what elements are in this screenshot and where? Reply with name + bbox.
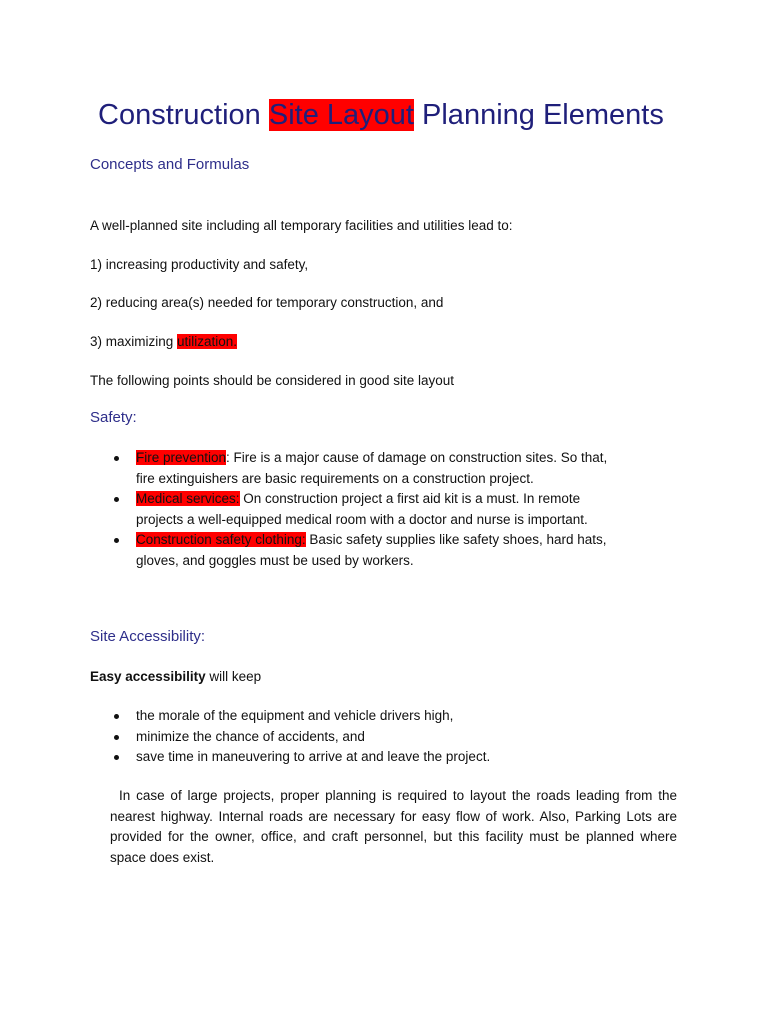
- easy-accessibility-text: [90, 667, 261, 687]
- title-part-1: Construction: [98, 99, 269, 131]
- safety-desc-line-1: On construction project a first aid kit is a must. In remote: [239, 491, 581, 506]
- safety-term: Medical services:: [136, 491, 240, 506]
- closing-paragraph: In case of large projects, proper planning is required to layout the roads leading from the nearest highway. Internal roads are necessary for easy flow of work. Also, Parking Lots are provided for the owner, office, and craft personnel, but this facility must be planned where space does exist.: [110, 788, 677, 865]
- list-item: [90, 530, 680, 571]
- access-item-text: the morale of the equipment and vehicle drivers high,: [136, 708, 454, 723]
- safety-term: Fire prevention: [136, 450, 227, 465]
- access-heading: Site Accessibility:: [90, 628, 206, 645]
- access-item-text: minimize the chance of accidents, and: [136, 728, 365, 744]
- safety-desc-line-2: fire extinguishers are basic requirements on a construction project.: [136, 470, 534, 486]
- safety-desc-line-2: projects a well-equipped medical room with a doctor and nurse is important.: [136, 511, 588, 527]
- subtitle: Concepts and Formulas: [90, 156, 250, 173]
- list-item: [90, 727, 680, 748]
- list-item: [90, 448, 680, 489]
- safety-desc-line-1: Basic safety supplies like safety shoes, hard hats,: [305, 532, 607, 547]
- safety-list: [90, 448, 680, 571]
- point-3-highlight: utilization.: [177, 334, 238, 349]
- page-title: [98, 96, 664, 134]
- list-item: [90, 747, 680, 768]
- bullet-icon: [114, 456, 119, 461]
- list-item: [90, 706, 680, 727]
- safety-heading: Safety:: [90, 409, 137, 426]
- safety-desc-line-1: : Fire is a major cause of damage on construction sites. So that,: [226, 450, 608, 465]
- safety-term: Construction safety clothing:: [136, 532, 306, 547]
- point-3: [90, 332, 237, 352]
- safety-desc-line-2: gloves, and goggles must be used by workers.: [136, 552, 414, 568]
- title-highlight: Site Layout: [268, 99, 414, 131]
- bullet-icon: [114, 538, 119, 543]
- considered-text: The following points should be considered in good site layout: [90, 373, 454, 388]
- intro-text: A well-planned site including all temporary facilities and utilities lead to:: [90, 218, 513, 233]
- easy-accessibility-bold: Easy accessibility: [90, 669, 206, 684]
- list-item: [90, 489, 680, 530]
- bullet-icon: [114, 714, 119, 719]
- bullet-icon: [114, 735, 119, 740]
- point-2: 2) reducing area(s) needed for temporary construction, and: [90, 295, 444, 310]
- title-part-2: Planning Elements: [413, 99, 664, 131]
- bullet-icon: [114, 497, 119, 502]
- easy-accessibility-rest: will keep: [205, 669, 262, 684]
- bullet-icon: [114, 755, 119, 760]
- point-3-prefix: 3) maximizing: [90, 334, 178, 349]
- point-1: 1) increasing productivity and safety,: [90, 257, 309, 272]
- access-item-text: save time in maneuvering to arrive at and leave the project.: [136, 749, 491, 764]
- access-list: [90, 706, 680, 768]
